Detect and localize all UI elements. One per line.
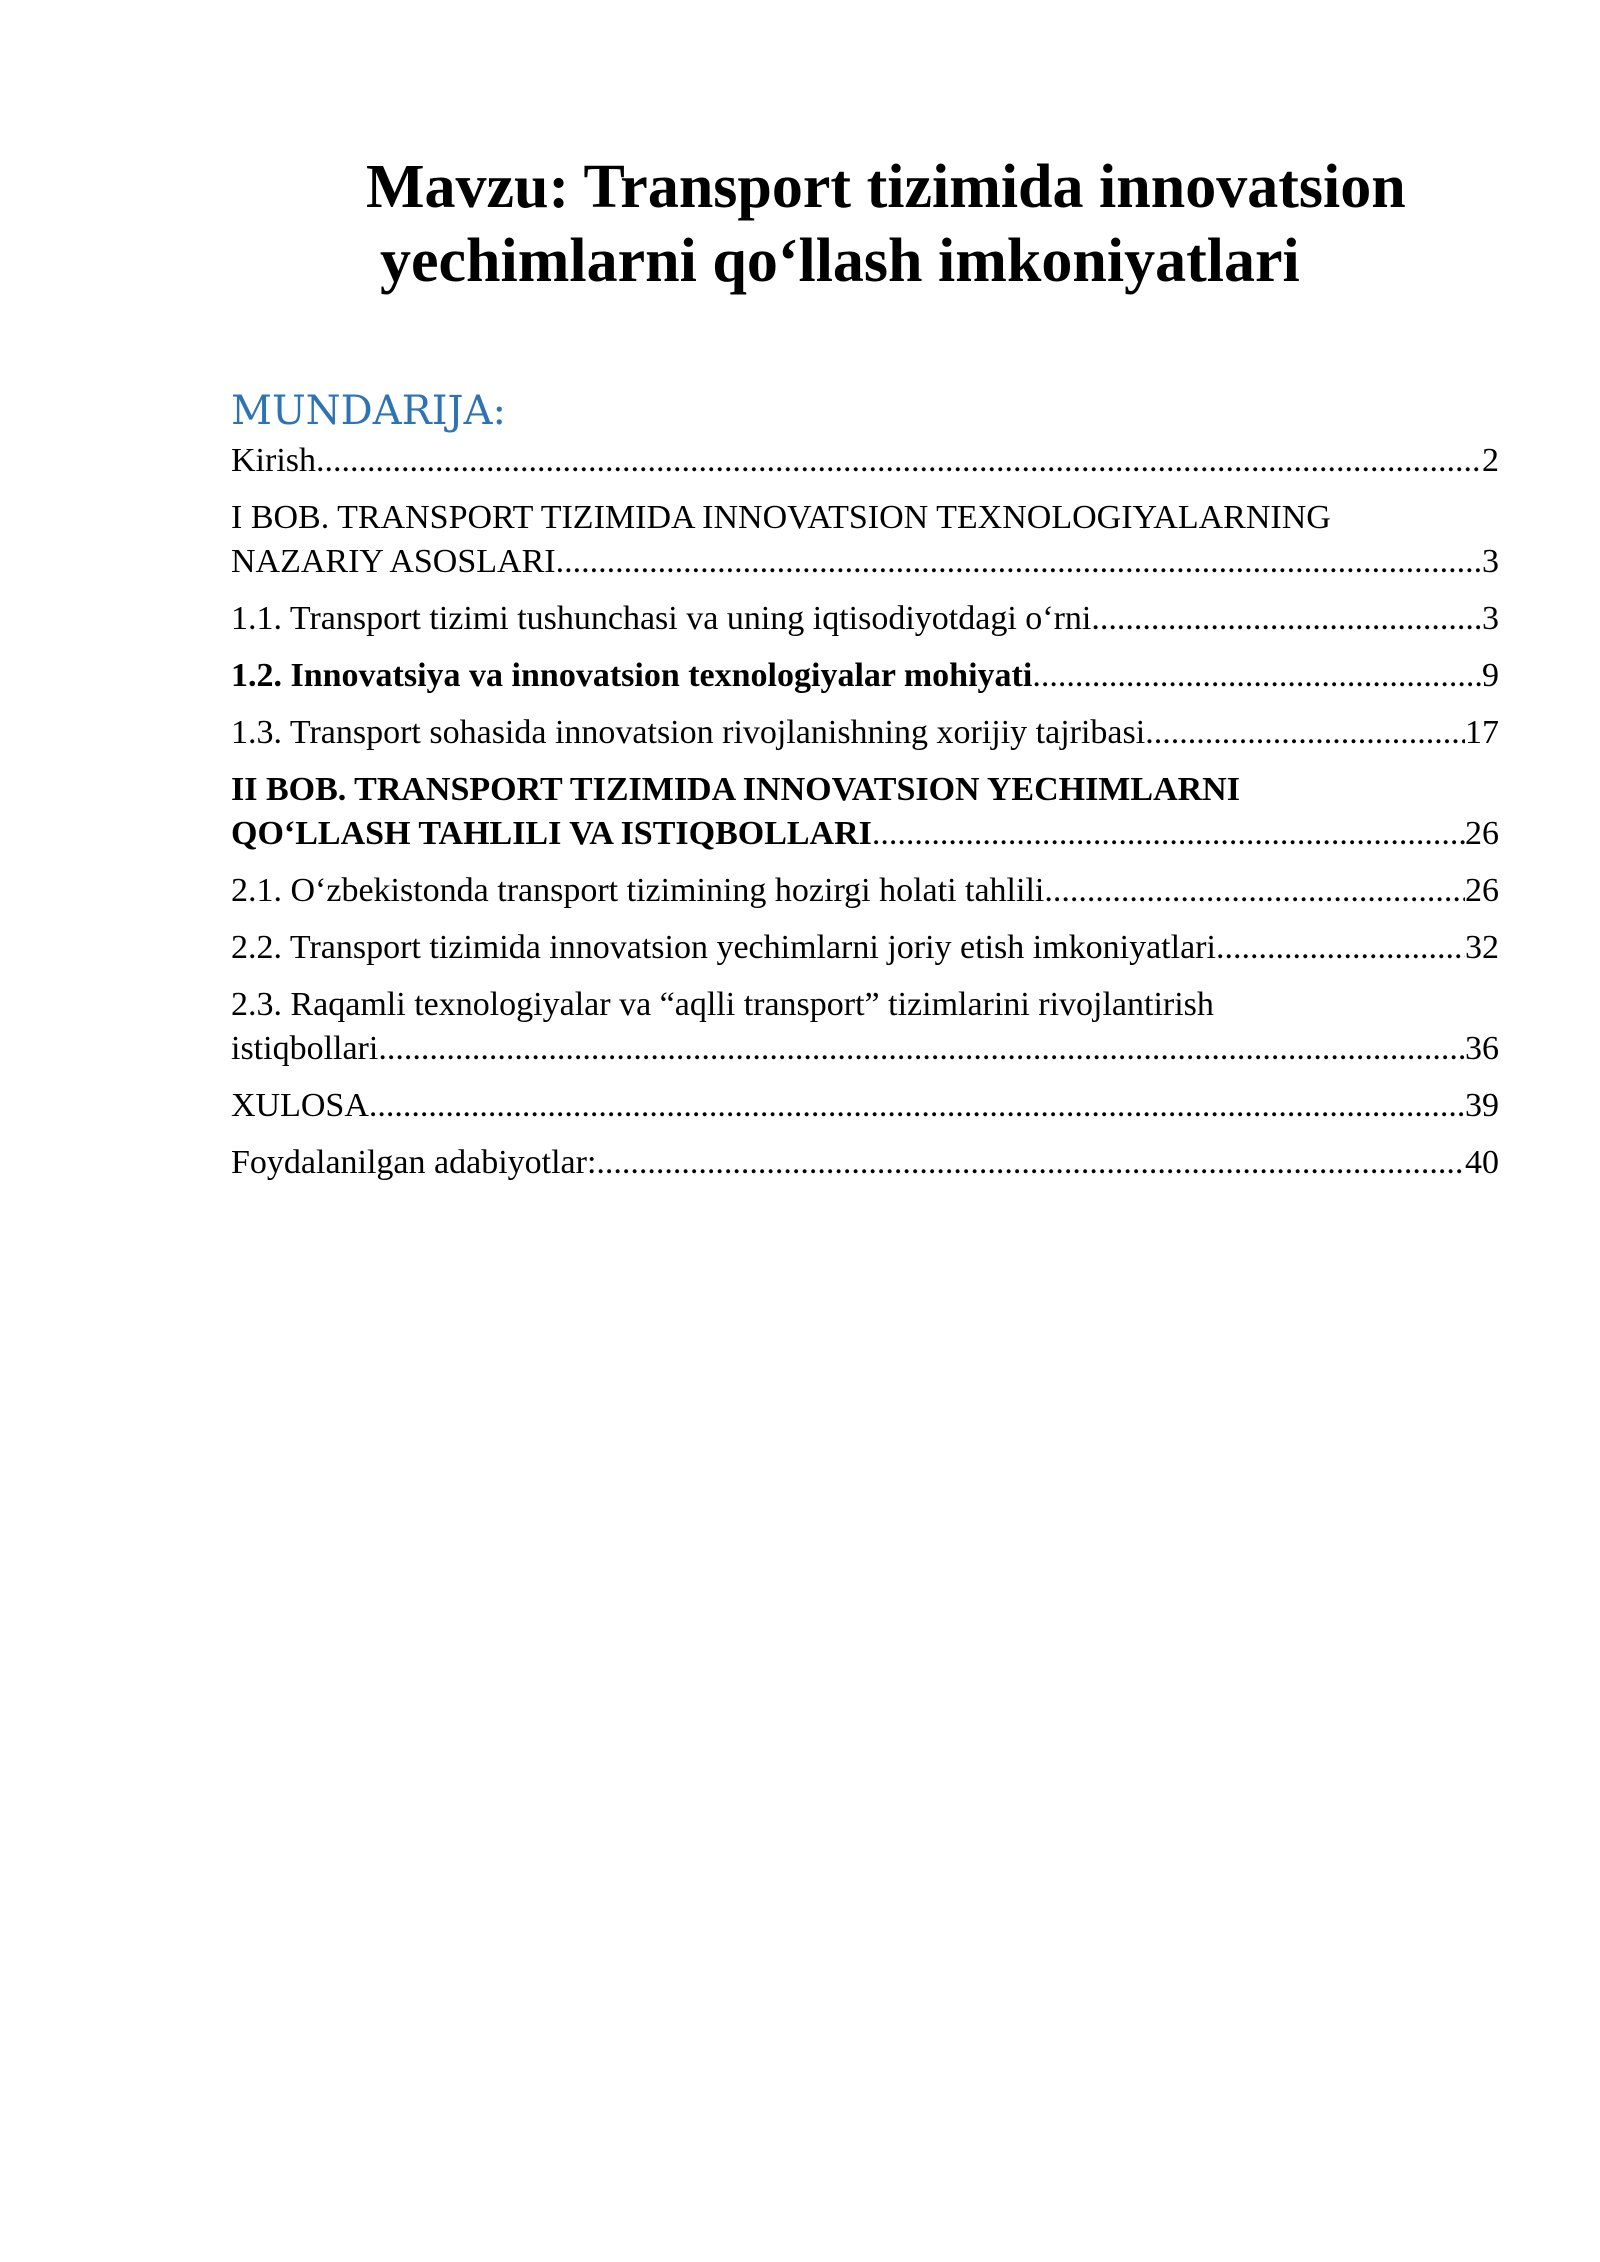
toc-entry[interactable] (231, 1084, 1499, 1128)
toc-entry-title-line: 2.3. Raqamli texnologiyalar va “aqlli transport” tizimlarini rivojlantirish (231, 986, 1214, 1023)
toc-entry-row (231, 711, 1499, 755)
toc-entry-row (231, 1027, 1499, 1071)
toc-page-number: 32 (1465, 929, 1499, 966)
toc-dot-leader (369, 1084, 1465, 1128)
toc-entry-title: 1.1. Transport tizimi tushunchasi va uning iqtisodiyotdagi o‘rni (231, 600, 1092, 637)
toc-dot-leader (378, 1027, 1465, 1071)
toc-entry[interactable] (231, 439, 1499, 483)
toc-entry-title: XULOSA (231, 1087, 369, 1124)
toc-entry-title: 2.2. Transport tizimida innovatsion yechimlarni joriy etish imkoniyatlari (231, 929, 1216, 966)
toc-entry[interactable] (231, 983, 1499, 1071)
toc-entry-row (231, 812, 1499, 856)
toc-entry-row (231, 439, 1499, 483)
toc-dot-leader (556, 540, 1482, 584)
toc-page-number: 39 (1465, 1087, 1499, 1124)
toc-page-number: 26 (1465, 872, 1499, 909)
toc-entry[interactable] (231, 654, 1499, 698)
toc-page-number: 3 (1482, 600, 1499, 637)
title-line-1: Mavzu: Transport tizimida innovatsion (366, 153, 1406, 221)
toc-entry-row (231, 597, 1499, 641)
title-line-2: yechimlarni qo‘llash imkoniyatlari (380, 227, 1300, 295)
toc-entry-row (231, 654, 1499, 698)
document-title (340, 150, 1500, 298)
toc-entry-row (231, 869, 1499, 913)
toc-entry-title: 1.3. Transport sohasida innovatsion rivojlanishning xorijiy tajribasi (231, 714, 1146, 751)
toc-entry[interactable] (231, 926, 1499, 970)
toc-heading: MUNDARIJA: (231, 388, 506, 434)
toc-page-number: 3 (1482, 543, 1499, 580)
toc-entry-title-line: I BOB. TRANSPORT TIZIMIDA INNOVATSION TEXNOLOGIYALARNING (231, 499, 1331, 536)
toc-page-number: 9 (1482, 657, 1499, 694)
toc-dot-leader (316, 439, 1482, 483)
toc-entry[interactable] (231, 597, 1499, 641)
toc-dot-leader (1145, 711, 1465, 755)
toc-entry[interactable] (231, 711, 1499, 755)
toc-entry-title: Foydalanilgan adabiyotlar: (231, 1144, 597, 1181)
toc-page-number: 17 (1465, 714, 1499, 751)
toc-entry[interactable] (231, 1141, 1499, 1185)
toc-entry-title: Kirish (231, 442, 316, 479)
toc-page-number: 36 (1465, 1030, 1499, 1067)
toc-entry-row (231, 1084, 1499, 1128)
toc-dot-leader (872, 812, 1465, 856)
toc-entry-title: 1.2. Innovatsiya va innovatsion texnologiyalar mohiyati (231, 657, 1033, 694)
toc-entry-title: istiqbollari (231, 1030, 379, 1067)
toc-entry-title: NAZARIY ASOSLARI (231, 543, 556, 580)
toc-entry[interactable] (231, 869, 1499, 913)
toc-dot-leader (1216, 926, 1465, 970)
toc-entry-title-line: II BOB. TRANSPORT TIZIMIDA INNOVATSION YECHIMLARNI (231, 771, 1240, 808)
toc-entry-row (231, 1141, 1499, 1185)
toc-dot-leader (596, 1141, 1465, 1185)
toc-entry[interactable] (231, 496, 1499, 584)
toc-entry[interactable] (231, 768, 1499, 856)
table-of-contents (231, 383, 1499, 1198)
toc-page-number: 40 (1465, 1144, 1499, 1181)
toc-entry-title: QO‘LLASH TAHLILI VA ISTIQBOLLARI (231, 815, 872, 852)
toc-entry-title: 2.1. O‘zbekistonda transport tizimining hozirgi holati tahlili (231, 872, 1045, 909)
toc-entry-row (231, 926, 1499, 970)
toc-dot-leader (1044, 869, 1465, 913)
toc-page-number: 2 (1482, 442, 1499, 479)
toc-list (231, 439, 1499, 1185)
toc-entry-row (231, 540, 1499, 584)
toc-dot-leader (1032, 654, 1482, 698)
toc-dot-leader (1091, 597, 1482, 641)
toc-page-number: 26 (1465, 815, 1499, 852)
